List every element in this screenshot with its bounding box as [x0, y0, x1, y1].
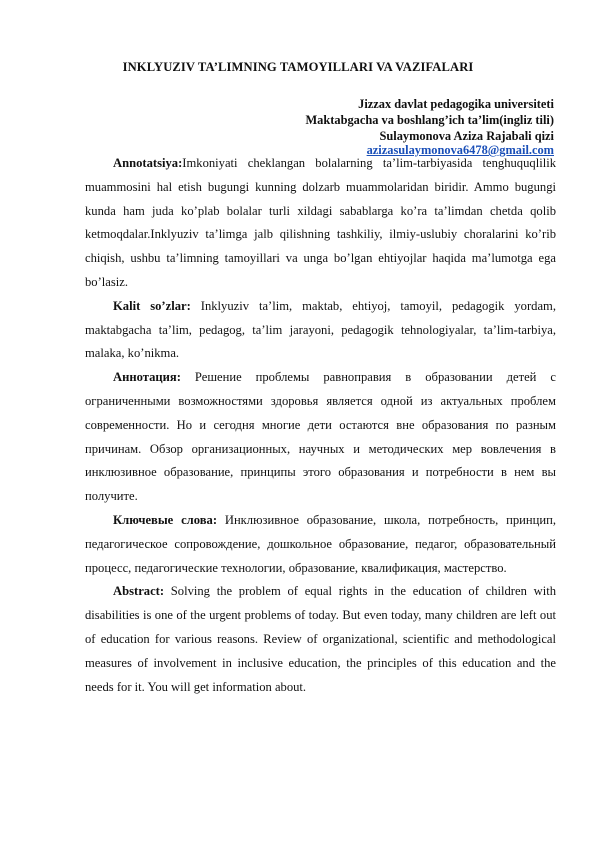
abstract-body	[85, 152, 556, 699]
author-email-link[interactable]: azizasulaymonova6478@gmail.com	[366, 143, 554, 157]
keywords-ru-paragraph	[85, 509, 556, 580]
annotation-uz-paragraph	[85, 152, 556, 295]
keywords-uz-text: Inklyuziv ta’lim, maktab, ehtiyoj, tamoyil, pedagogik yordam, maktabgacha ta’lim, pedagog, ta’lim jarayoni, pedagogik tehnologiyalar, ta’lim-tarbiya, malaka, ko’nikma.	[85, 298, 556, 361]
annotation-ru-text: Решение проблемы равноправия в образовании детей с ограниченными возможностями здоровья является одной из актуальных проблем современности. Но и сегодня многие дети остаются вне образования по разным причинам. Обзор организационных, научных и методических мер вовлечения в инклюзивное образование, принципы этого образования и потребности в нем вы получите.	[85, 370, 556, 504]
abstract-en-text: Solving the problem of equal rights in the education of children with disabilities is one of the urgent problems of today. But even today, many children are left out of education for various reasons. Review of organizational, scientific and methodological measures of involvement in inclusive education, the principles of this education and the needs for it. You will get information about.	[85, 584, 556, 694]
affiliation-block	[154, 96, 554, 144]
keywords-ru-text: Инклюзивное образование, школа, потребность, принцип, педагогическое сопровождение, дошкольное образование, педагог, образовательный процесс, педагогические технологии, образование, квалификация, мастерство.	[85, 512, 556, 575]
author-name: Sulaymonova Aziza Rajabali qizi	[379, 129, 554, 143]
keywords-uz-paragraph	[85, 295, 556, 366]
keywords-uz-label: Kalit so’zlar:	[113, 298, 191, 313]
keywords-ru-label: Ключевые слова:	[113, 512, 218, 527]
abstract-en-label: Abstract:	[113, 584, 165, 599]
annotation-ru-label: Аннотация:	[113, 370, 181, 385]
annotation-uz-label: Annotatsiya:	[113, 156, 183, 170]
university-name: Jizzax davlat pedagogika universiteti	[358, 97, 554, 111]
annotation-uz-text: Imkoniyati cheklangan bolalarning ta’lim-tarbiyasida tenghuquqlilik muammosini hal etish bugungi kunning dolzarb muammolaridan biridir. Ammo bugungi kunda ham juda ko’plab bolalar turli xildagi sabablarga ko’ra ta’limdan chetda qolib ketmoqdalar.Inklyuziv ta’limga jalb qilishning tashkiliy, ilmiy-uslubiy choralarini ko’rib chiqish, ushbu ta’limning tamoyillari va unga bo’lgan ehtiyojlar haqida ma’lumotga ega bo’lasiz.	[85, 156, 556, 289]
abstract-en-paragraph	[85, 580, 556, 699]
paper-title: INKLYUZIV TA’LIMNING TAMOYILLARI VA VAZIFALARI	[122, 60, 474, 74]
annotation-ru-paragraph	[85, 366, 556, 509]
faculty-name: Maktabgacha va boshlang’ich ta’lim(ingliz tili)	[305, 113, 554, 127]
